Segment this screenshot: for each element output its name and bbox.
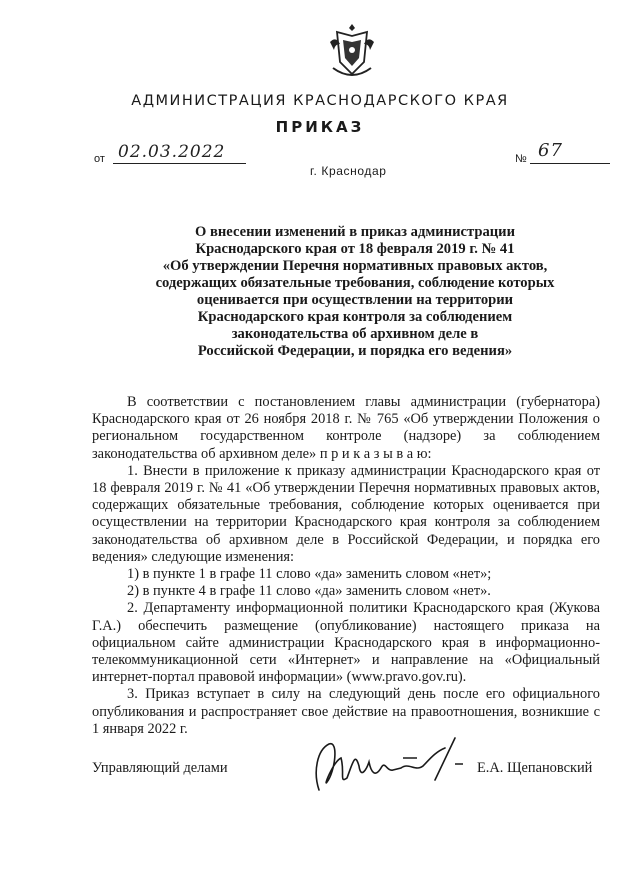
preamble-paragraph: В соответствии с постановлением главы администрации (губернатора) Краснодарского края от 26 ноября 2018 г. № 765 «Об утверждении Положения о региональном государственном контроле (надзоре) за соблюдением законодательства об архивном деле» п р и к а з ы в а ю:: [92, 394, 600, 462]
number-label: №: [515, 153, 527, 165]
signatory-name: Е.А. Щепановский: [477, 760, 593, 776]
city: г. Краснодар: [310, 164, 387, 178]
subclause-paragraph: 1) в пункте 1 в графе 11 слово «да» заменить словом «нет»;: [127, 566, 492, 583]
subclause-paragraph: 2) в пункте 4 в графе 11 слово «да» заменить словом «нет».: [127, 583, 491, 600]
number-underline: [530, 163, 610, 164]
clause-paragraph: 2. Департаменту информационной политики Краснодарского края (Жукова Г.А.) обеспечить размещение (опубликование) настоящего приказа на официальном сайте администрации Краснодарского края в информационно-телекоммуникационной сети «Интернет» и направление на «Официальный интернет-портал правовой информации» (www.pravo.gov.ru).: [92, 600, 600, 686]
date-label: от: [94, 153, 105, 165]
title-line: Краснодарского края контроля за соблюдением: [197, 309, 513, 325]
title-line: законодательства об архивном деле в: [231, 326, 479, 342]
clause-paragraph: 3. Приказ вступает в силу на следующий день после его официального опубликования и распространяет свое действие на правоотношения, возникшие с 1 января 2022 г.: [92, 686, 600, 737]
organization-name: АДМИНИСТРАЦИЯ КРАСНОДАРСКОГО КРАЯ: [131, 93, 509, 109]
title-line: оценивается при осуществлении на территории: [196, 292, 514, 308]
title-line: О внесении изменений в приказ администрации: [195, 224, 515, 240]
title-line: Российской Федерации, и порядка его ведения»: [197, 343, 513, 359]
title-line: Краснодарского края от 18 февраля 2019 г. № 41: [195, 241, 515, 257]
coat-of-arms-icon: [327, 22, 377, 80]
date-value: 02.03.2022: [118, 142, 226, 162]
number-value: 67: [538, 140, 563, 161]
title-line: содержащих обязательные требования, соблюдение которых: [155, 275, 555, 291]
date-underline: [113, 163, 246, 164]
document-type: ПРИКАЗ: [275, 118, 365, 136]
handwritten-signature: [305, 732, 465, 802]
title-line: «Об утверждении Перечня нормативных правовых актов,: [162, 258, 548, 274]
document-title: [120, 224, 590, 360]
clause-paragraph: 1. Внести в приложение к приказу администрации Краснодарского края от 18 февраля 2019 г. № 41 «Об утверждении Перечня нормативных правовых актов, содержащих обязательные требования, соблюдение которых оценивается при осуществлении на территории Краснодарского края контроля за соблюдением законодательства об архивном деле в Российской Федерации, и порядка его ведения» следующие изменения:: [92, 462, 600, 565]
document-body: [92, 394, 600, 738]
signatory-role: Управляющий делами: [92, 760, 228, 776]
